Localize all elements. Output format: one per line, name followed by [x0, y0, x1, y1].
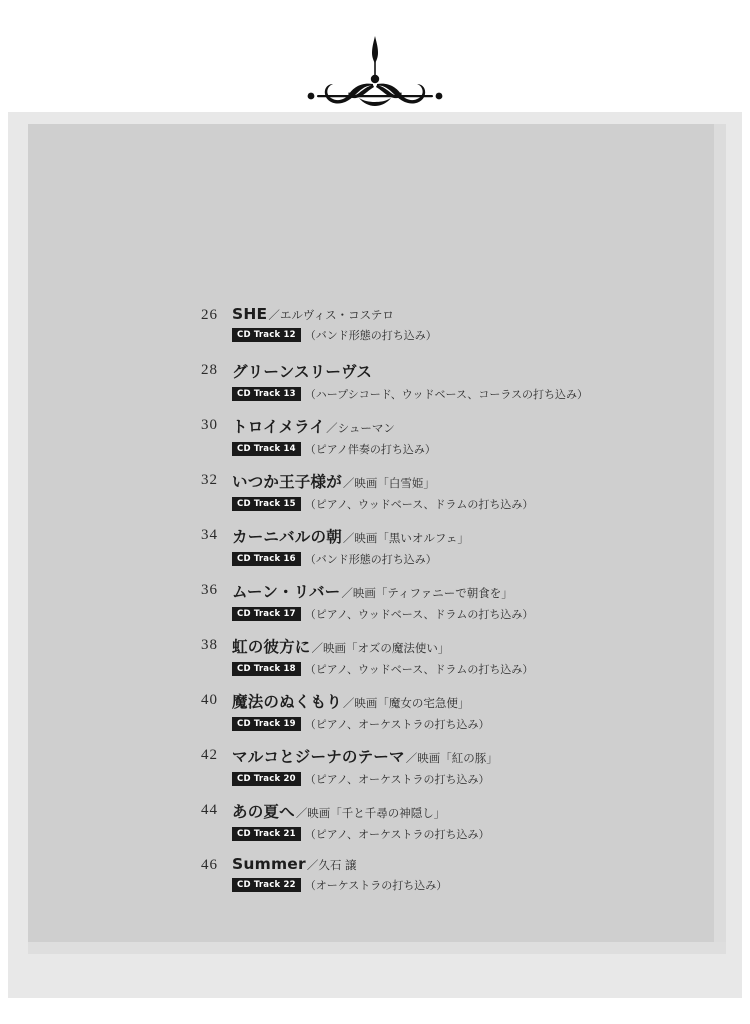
- toc-entry[interactable]: [180, 580, 700, 624]
- toc-entry[interactable]: [180, 635, 700, 679]
- entry-body: [232, 470, 700, 512]
- song-subtitle: ／映画「紅の豚」: [405, 751, 498, 765]
- decorative-flourish-icon: [255, 34, 495, 110]
- entry-title-line: [232, 470, 700, 492]
- entry-track-line: [232, 877, 700, 893]
- song-title: マルコとジーナのテーマ: [232, 748, 405, 766]
- page-number: 42: [201, 747, 218, 763]
- cd-track-badge: CD Track 13: [232, 387, 301, 402]
- track-description: （ピアノ、ウッドベース、ドラムの打ち込み）: [304, 663, 534, 676]
- cd-track-badge: CD Track 14: [232, 442, 301, 457]
- page-number: 32: [201, 472, 218, 488]
- entry-track-line: [232, 716, 700, 732]
- song-title: SHE: [232, 305, 268, 323]
- track-description: （ピアノ、ウッドベース、ドラムの打ち込み）: [304, 608, 534, 621]
- entry-title-line: [232, 800, 700, 822]
- entry-body: [232, 580, 700, 622]
- entry-title-line: [232, 855, 700, 873]
- entry-body: [232, 800, 700, 842]
- song-title: 魔法のぬくもり: [232, 693, 342, 711]
- entry-track-line: [232, 441, 700, 457]
- cd-track-badge: CD Track 15: [232, 497, 301, 512]
- song-subtitle: ／映画「魔女の宅急便」: [342, 696, 470, 710]
- page-number: 46: [201, 857, 218, 873]
- entry-title-line: [232, 635, 700, 657]
- track-description: （ピアノ伴奏の打ち込み）: [304, 443, 436, 456]
- song-subtitle: ／久石 譲: [306, 858, 357, 872]
- toc-entry[interactable]: [180, 415, 700, 459]
- toc-entry[interactable]: [180, 690, 700, 734]
- cd-track-badge: CD Track 12: [232, 328, 301, 343]
- entry-title-line: [232, 690, 700, 712]
- entry-track-line: [232, 606, 700, 622]
- song-title: 虹の彼方に: [232, 638, 311, 656]
- page-edge-shadow-bottom: [28, 942, 726, 954]
- entry-track-line: [232, 771, 700, 787]
- toc-entry[interactable]: [180, 800, 700, 844]
- toc-entry[interactable]: [180, 855, 700, 899]
- song-title: カーニバルの朝: [232, 528, 342, 546]
- entry-track-line: [232, 551, 700, 567]
- track-description: （オーケストラの打ち込み）: [304, 879, 448, 892]
- song-subtitle: ／映画「白雪姫」: [342, 476, 435, 490]
- cd-track-badge: CD Track 18: [232, 662, 301, 677]
- entry-body: [232, 305, 700, 343]
- entry-body: [232, 525, 700, 567]
- track-description: （ハープシコード、ウッドベース、コーラスの打ち込み）: [304, 388, 588, 401]
- page-edge-shadow-right: [714, 124, 726, 942]
- song-subtitle: ／シューマン: [326, 421, 395, 435]
- song-title: ムーン・リバー: [232, 583, 341, 601]
- toc-entry[interactable]: [180, 745, 700, 789]
- track-description: （ピアノ、オーケストラの打ち込み）: [304, 718, 490, 731]
- cd-track-badge: CD Track 16: [232, 552, 301, 567]
- entry-track-line: [232, 496, 700, 512]
- toc-entry[interactable]: [180, 360, 700, 404]
- song-title: あの夏へ: [232, 803, 295, 821]
- toc-entry[interactable]: [180, 305, 700, 349]
- page-number: 44: [201, 802, 218, 818]
- entry-title-line: [232, 360, 700, 382]
- entry-title-line: [232, 305, 700, 323]
- page-number: 26: [201, 307, 218, 323]
- entry-track-line: [232, 826, 700, 842]
- track-description: （ピアノ、オーケストラの打ち込み）: [304, 773, 490, 786]
- page-number: 40: [201, 692, 218, 708]
- entry-title-line: [232, 525, 700, 547]
- entry-body: [232, 635, 700, 677]
- page-number: 36: [201, 582, 218, 598]
- cd-track-badge: CD Track 19: [232, 717, 301, 732]
- entry-body: [232, 690, 700, 732]
- song-subtitle: ／映画「ティファニーで朝食を」: [341, 586, 513, 600]
- entry-track-line: [232, 327, 700, 343]
- entry-body: [232, 745, 700, 787]
- song-title: グリーンスリーヴス: [232, 363, 373, 381]
- toc-entry[interactable]: [180, 470, 700, 514]
- track-description: （ピアノ、ウッドベース、ドラムの打ち込み）: [304, 498, 534, 511]
- track-description: （バンド形態の打ち込み）: [304, 553, 437, 566]
- song-subtitle: ／エルヴィス・コステロ: [268, 308, 394, 322]
- song-subtitle: ／映画「千と千尋の神隠し」: [295, 806, 446, 820]
- cd-track-badge: CD Track 20: [232, 772, 301, 787]
- entry-track-line: [232, 386, 700, 402]
- track-description: （バンド形態の打ち込み）: [304, 329, 437, 342]
- entry-track-line: [232, 661, 700, 677]
- song-subtitle: ／映画「黒いオルフェ」: [342, 531, 469, 545]
- entry-body: [232, 415, 700, 457]
- page-number: 28: [201, 362, 218, 378]
- page-number: 34: [201, 527, 218, 543]
- track-description: （ピアノ、オーケストラの打ち込み）: [304, 828, 490, 841]
- entry-body: [232, 360, 700, 402]
- cd-track-badge: CD Track 22: [232, 878, 301, 893]
- entry-title-line: [232, 745, 700, 767]
- song-title: いつか王子様が: [232, 473, 342, 491]
- song-subtitle: ／映画「オズの魔法使い」: [311, 641, 450, 655]
- toc-entry[interactable]: [180, 525, 700, 569]
- song-title: トロイメライ: [232, 418, 326, 436]
- cd-track-badge: CD Track 21: [232, 827, 301, 842]
- table-of-contents: [180, 305, 700, 910]
- entry-title-line: [232, 415, 700, 437]
- entry-body: [232, 855, 700, 893]
- page-number: 30: [201, 417, 218, 433]
- cd-track-badge: CD Track 17: [232, 607, 301, 622]
- entry-title-line: [232, 580, 700, 602]
- page-number: 38: [201, 637, 218, 653]
- song-title: Summer: [232, 855, 306, 873]
